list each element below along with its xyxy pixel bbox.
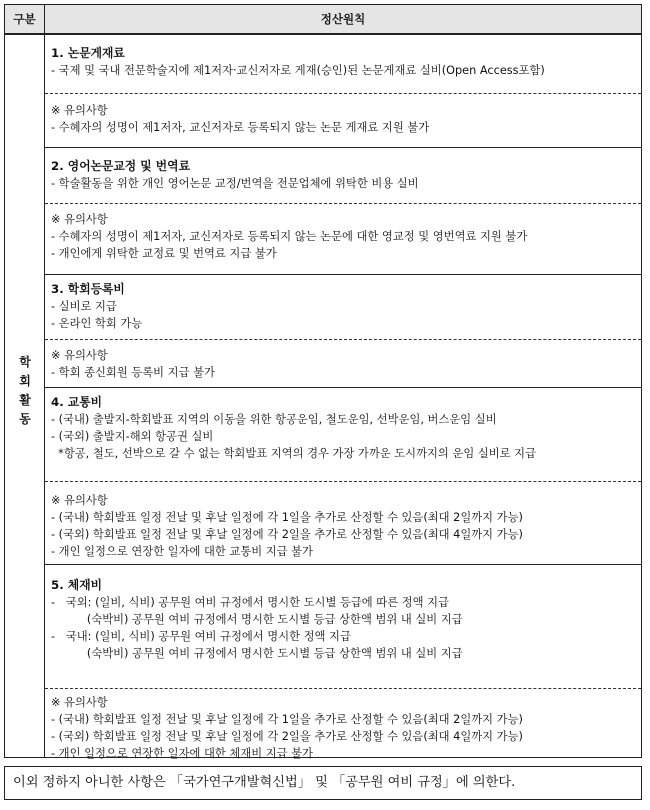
- section-text: [51, 492, 637, 560]
- section-heading: ※ 유의사항: [51, 494, 108, 507]
- section-line: (숙박비) 공무원 여비 규정에서 명시한 도시별 등급 상한액 범위 내 실비 지급: [51, 613, 463, 626]
- section-text: [51, 394, 637, 462]
- section-heading: 3. 학회등록비: [51, 282, 125, 296]
- section-text: [51, 694, 637, 762]
- section-line: - (국내) 학회발표 일정 전날 및 후날 일정에 각 1일을 추가로 산정할 수 있음(최대 2일까지 가능): [51, 511, 523, 524]
- section-line: - 개인에게 위탁한 교정료 및 번역료 지급 불가: [51, 247, 277, 260]
- section-heading: 1. 논문게재료: [51, 46, 125, 60]
- header-category: 구분: [5, 5, 45, 33]
- section-line: - 수혜자의 성명이 제1저자, 교신저자로 등록되지 않는 논문에 대한 영교정 및 영번역료 지원 불가: [51, 230, 528, 243]
- section-heading: 2. 영어논문교정 및 번역료: [51, 159, 190, 173]
- section-line: - 수혜자의 성명이 제1저자, 교신저자로 등록되지 않는 논문 게재료 지원 불가: [51, 121, 430, 134]
- category-label: 학 회 활 동: [19, 355, 31, 426]
- section-heading: ※ 유의사항: [51, 104, 108, 117]
- settlement-principles-table: [4, 4, 642, 758]
- section-line: (숙박비) 공무원 여비 규정에서 명시한 도시별 등급 상한액 범위 내 실비 지급: [51, 647, 463, 660]
- section-line: - 국제 및 국내 전문학술지에 제1저자·교신저자로 게재(승인)된 논문게재료 실비(Open Access포함): [51, 64, 545, 77]
- section-text: [51, 577, 637, 662]
- section-text: [51, 281, 637, 332]
- principles-column: [45, 35, 641, 760]
- note-paper-fee: [45, 93, 641, 147]
- note-transport: [45, 481, 641, 564]
- section-text: [51, 102, 637, 136]
- section-line: - (국내) 출발지-학회발표 지역의 이동을 위한 항공운임, 철도운임, 선박운임, 버스운임 실비: [51, 413, 497, 426]
- section-line: - (국외) 출발지-해외 항공권 실비: [51, 430, 214, 443]
- section-line: - 개인 일정으로 연장한 일자에 대한 교통비 지급 불가: [51, 545, 313, 558]
- category-column: [5, 35, 45, 757]
- section-line: - 실비로 지급: [51, 300, 117, 313]
- section-line: - 온라인 학회 가능: [51, 317, 143, 330]
- section-transport: [45, 387, 641, 481]
- section-line: - (국내) 학회발표 일정 전날 및 후날 일정에 각 1일을 추가로 산정할 수 있음(최대 2일까지 가능): [51, 713, 523, 726]
- section-text: [51, 45, 637, 79]
- section-line: - 학술활동을 위한 개인 영어논문 교정/번역을 전문업체에 위탁한 비용 실비: [51, 177, 419, 190]
- section-line: - 국외: (일비, 식비) 공무원 여비 규정에서 명시한 도시별 등급에 따른 정액 지급: [51, 596, 449, 609]
- section-heading: ※ 유의사항: [51, 349, 108, 362]
- section-registration: [45, 274, 641, 339]
- section-paper-fee: [45, 35, 641, 93]
- section-proofreading: [45, 147, 641, 203]
- section-line: - 개인 일정으로 연장한 일자에 대한 체재비 지급 불가: [51, 747, 313, 760]
- section-line: - 학회 종신회원 등록비 지급 불가: [51, 366, 215, 379]
- note-stay: [45, 688, 641, 758]
- header-principle: 정산원칙: [320, 12, 366, 26]
- section-heading: ※ 유의사항: [51, 213, 108, 226]
- section-text: [51, 211, 637, 262]
- section-text: [51, 347, 637, 381]
- table-header-row: [5, 5, 641, 35]
- note-proofreading: [45, 203, 641, 274]
- section-line: - 국내: (일비, 식비) 공무원 여비 규정에서 명시한 정액 지급: [51, 630, 351, 643]
- section-line: *항공, 철도, 선박으로 갈 수 없는 학회발표 지역의 경우 가장 가까운 도시까지의 운임 실비로 지급: [51, 447, 536, 460]
- section-heading: ※ 유의사항: [51, 696, 108, 709]
- section-heading: 5. 체재비: [51, 578, 102, 592]
- section-heading: 4. 교통비: [51, 395, 102, 409]
- section-line: - (국외) 학회발표 일정 전날 및 후날 일정에 각 2일을 추가로 산정할 수 있음(최대 4일까지 가능): [51, 730, 523, 743]
- section-line: - (국외) 학회발표 일정 전날 및 후날 일정에 각 2일을 추가로 산정할 수 있음(최대 4일까지 가능): [51, 528, 523, 541]
- section-stay: [45, 564, 641, 688]
- footer-note: 이외 정하지 아니한 사항은 「국가연구개발혁신법」 및 「공무원 여비 규정」에 의한다.: [4, 766, 642, 800]
- note-registration: [45, 339, 641, 387]
- section-text: [51, 158, 637, 192]
